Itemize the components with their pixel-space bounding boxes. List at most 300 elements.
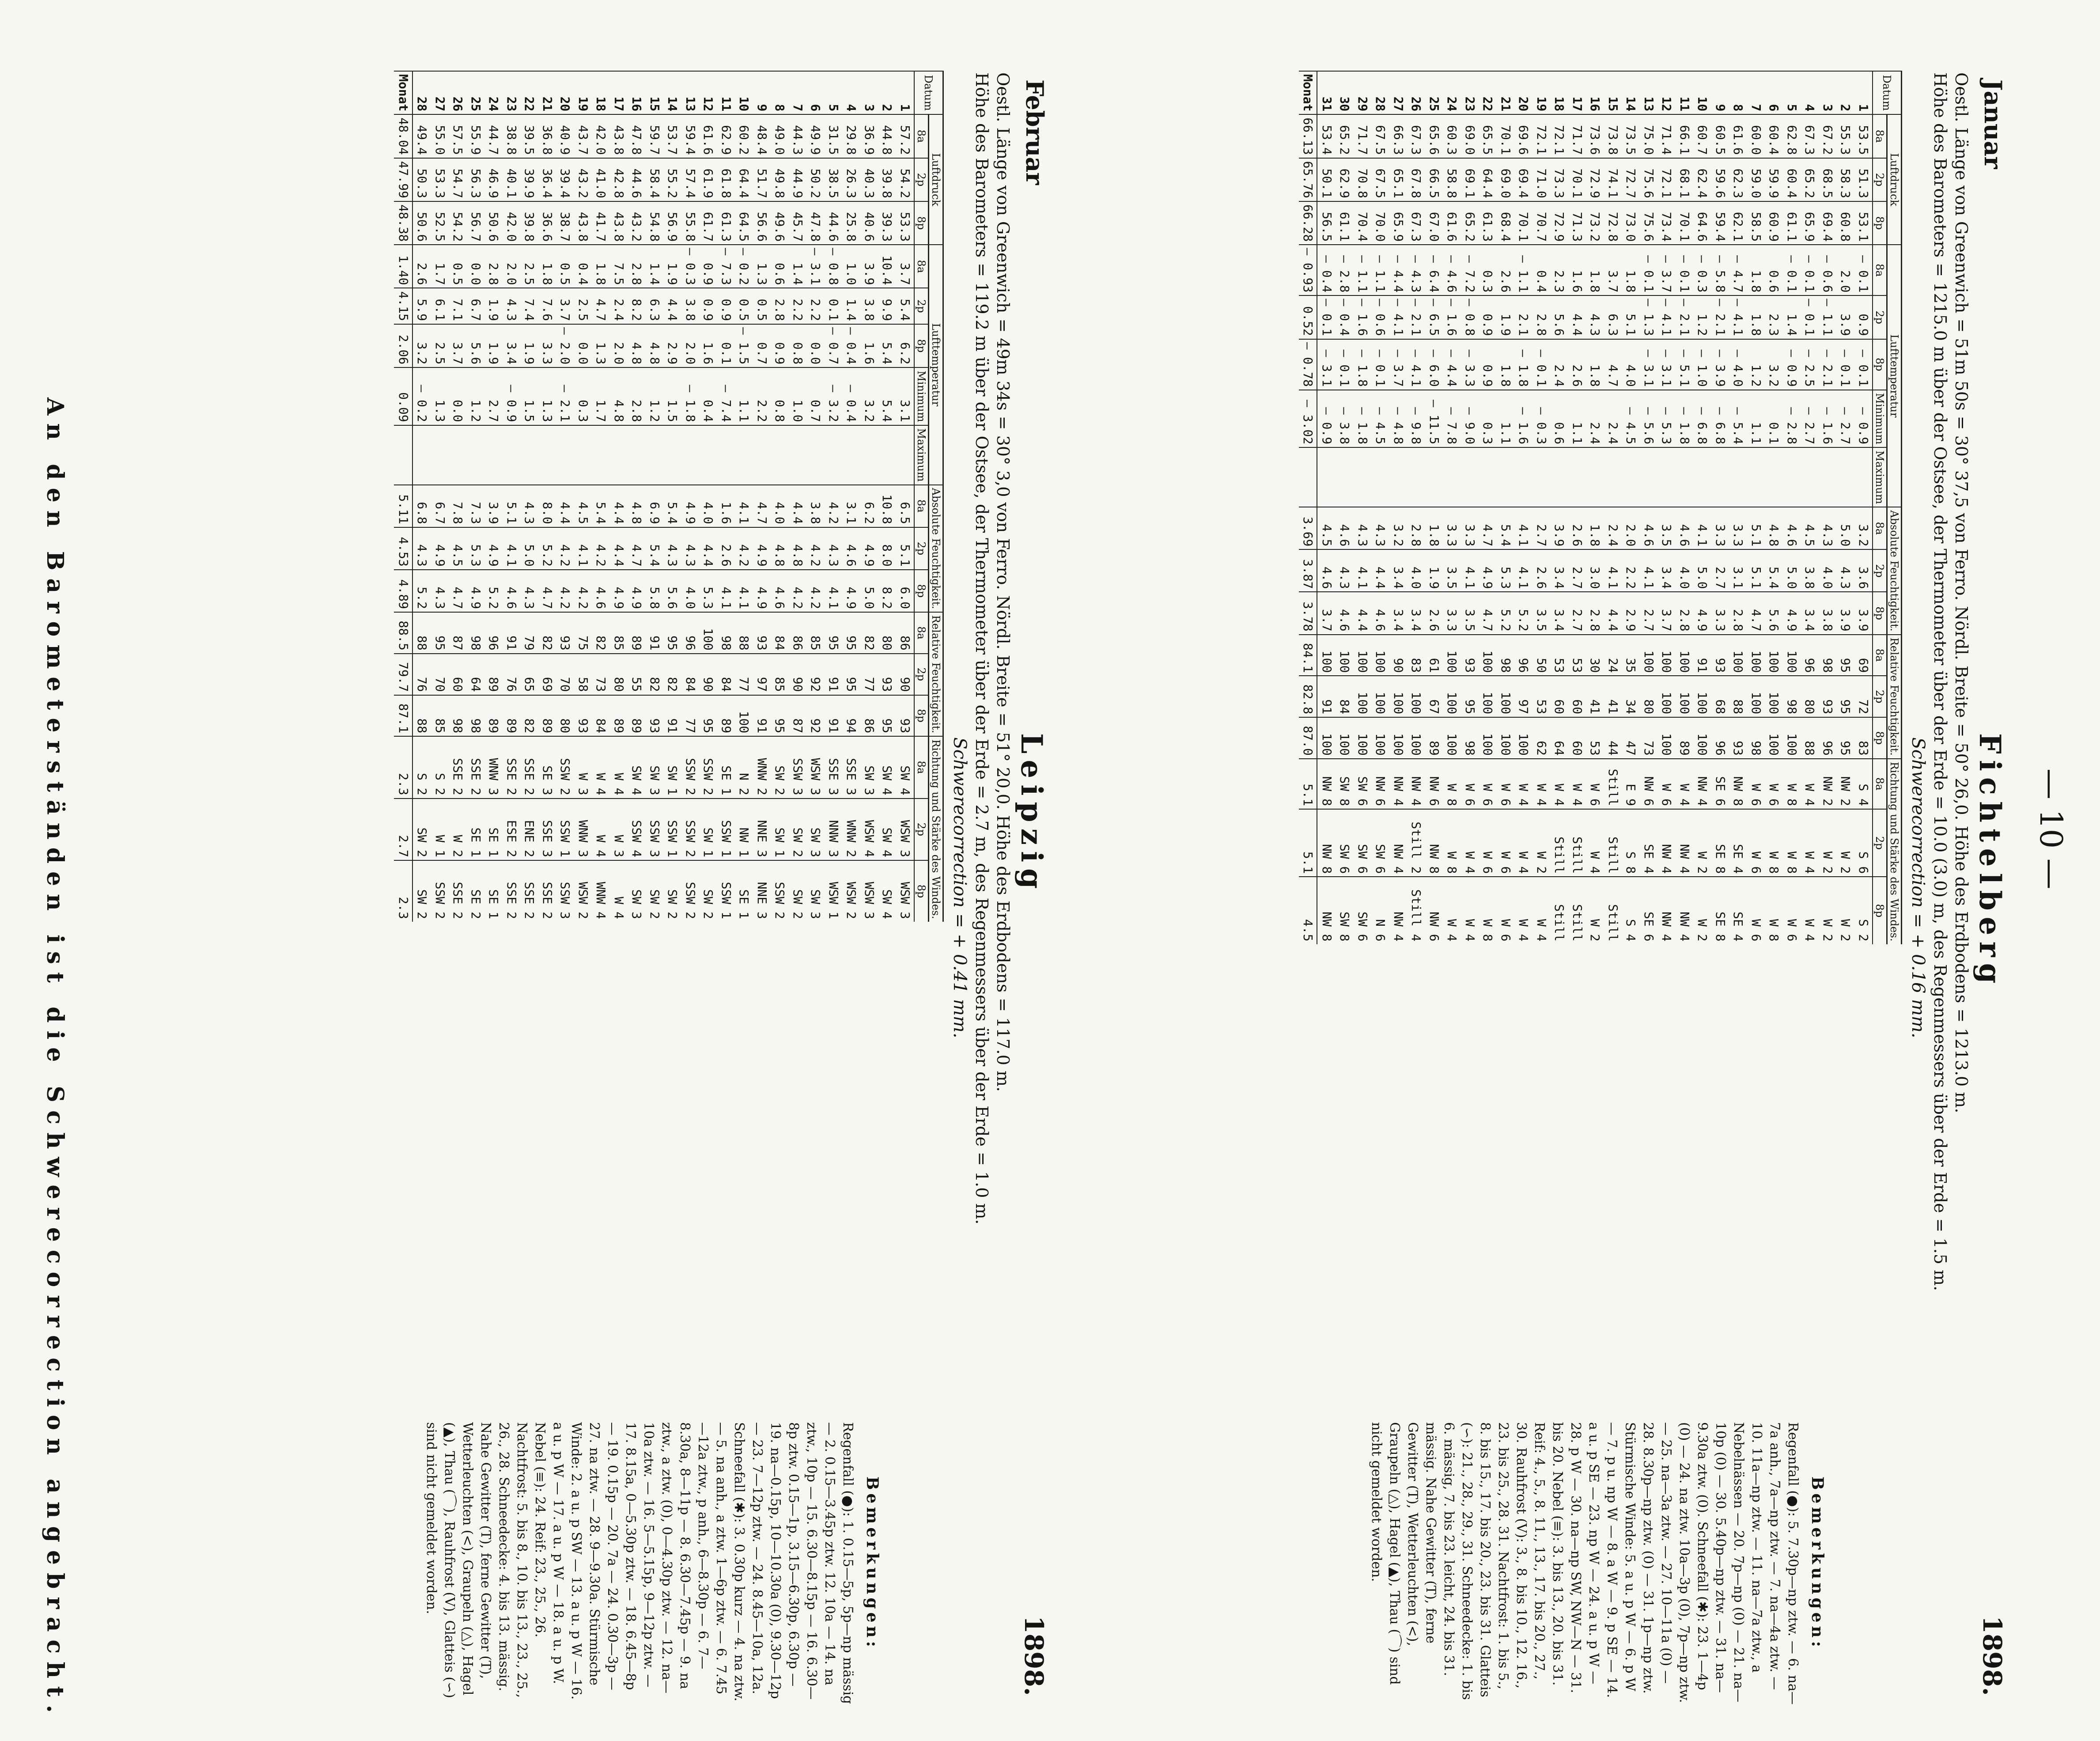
table-cell: WSW 4 (860, 799, 878, 860)
table-cell: 1.2 (646, 367, 664, 425)
table-cell: 70.1 (1514, 201, 1532, 245)
table-cell: 86 (860, 695, 878, 737)
table-cell: 0.7 (753, 324, 771, 367)
table-cell: 4.0 (1676, 549, 1694, 592)
table-cell: 59.7 (646, 114, 664, 158)
table-cell: S 2 (412, 736, 431, 798)
table-cell: 5.0 (1693, 549, 1711, 592)
table-cell: 100 (699, 612, 717, 654)
table-cell: 49.4 (412, 114, 431, 158)
table-cell: 3.2 (1389, 507, 1408, 549)
table-cell: 75.0 (1640, 114, 1658, 158)
table-cell: 1.0 (842, 245, 860, 288)
table-cell: 22 (1479, 71, 1497, 114)
table-cell: 4.0 (1622, 339, 1640, 390)
table-cell: 64.6 (1693, 201, 1711, 245)
table-cell: 48.04 (394, 114, 413, 158)
table-cell (574, 425, 592, 485)
table-cell (1497, 447, 1515, 507)
table-cell: 2.7 (1568, 592, 1586, 634)
table-cell: 0.0 (449, 367, 467, 425)
table-row (412, 71, 431, 922)
table-cell (1819, 447, 1837, 507)
table-cell: Still (1550, 809, 1568, 877)
table-cell: 100 (1317, 635, 1336, 676)
table-cell: 1.8 (1747, 295, 1765, 339)
table-cell: S 4 (1854, 759, 1873, 809)
table-cell: 91 (663, 695, 681, 737)
table-cell: 65.5 (1479, 114, 1497, 158)
table-cell: 57.4 (681, 158, 700, 201)
table-cell: 66.1 (1676, 114, 1694, 158)
table-cell: 96 (1514, 635, 1532, 676)
table-cell: — 3.7 (1657, 245, 1676, 295)
table-cell: SSE 2 (467, 736, 485, 798)
table-cell: 85 (431, 695, 449, 737)
table-cell: 55.3 (1836, 114, 1854, 158)
table-cell: — 0.4 (1336, 295, 1354, 339)
table-cell: — 7.4 (717, 367, 735, 425)
table-row (1711, 71, 1729, 944)
table-cell: 11 (1676, 71, 1694, 114)
table-cell: 83 (1407, 635, 1425, 676)
table-cell: 5.4 (1765, 549, 1783, 592)
table-cell: 100 (1783, 717, 1801, 759)
table-cell: 2.7 (1711, 549, 1729, 592)
table-cell: 6.2 (860, 485, 878, 527)
table-cell: SW 4 (628, 736, 646, 798)
table-cell: 1.7 (592, 367, 610, 425)
table-cell: — 3.9 (1711, 339, 1729, 390)
header-row (1873, 71, 1887, 944)
table-cell: — 6.4 (1425, 245, 1443, 295)
table-cell: 2.0 (610, 324, 628, 367)
table-cell: 1.9 (1497, 295, 1515, 339)
table-cell: — 0.1 (1836, 339, 1854, 390)
table-cell: 61.6 (699, 114, 717, 158)
table-row (860, 71, 878, 922)
table-cell: 64.4 (735, 158, 753, 201)
table-cell: SSW 1 (717, 860, 735, 922)
column-header: 8p (1873, 592, 1887, 634)
table-cell: 69.0 (1497, 158, 1515, 201)
table-cell: W 4 (1461, 877, 1479, 944)
table-cell (1693, 447, 1711, 507)
table-cell: 7 (1747, 71, 1765, 114)
table-cell: 57.5 (449, 114, 467, 158)
table-cell (1336, 447, 1354, 507)
station-meta-1: Oestl. Länge von Greenwich = 49m 34s = 30° 3,0 von Ferro. Nördl. Breite = 51° 20,0. Höhe des Erdbodens = 117.0 m. (993, 72, 1013, 1092)
table-cell: Monat (1299, 71, 1317, 114)
table-cell: 3.1 (842, 485, 860, 527)
table-cell: 59.4 (1711, 201, 1729, 245)
table-cell: 5.4 (663, 485, 681, 527)
table-cell: 4.0 (1407, 549, 1425, 592)
table-cell: 100 (1657, 676, 1676, 717)
table-cell: 4.2 (806, 527, 825, 570)
table-cell: 90 (789, 654, 807, 695)
table-cell: 4.3 (1336, 549, 1354, 592)
table-cell: 65.9 (1801, 201, 1819, 245)
table-cell: 31 (1317, 71, 1336, 114)
table-cell: 5.6 (1765, 592, 1783, 634)
table-cell: 5.1 (1299, 809, 1317, 877)
table-cell: 3.5 (1461, 592, 1479, 634)
table-cell: 4.2 (735, 527, 753, 570)
table-cell: 44.6 (825, 201, 843, 245)
table-cell: 3.7 (1317, 592, 1336, 634)
table-cell: 4.9 (860, 527, 878, 570)
table-cell (1479, 447, 1497, 507)
table-cell: NW 4 (1676, 877, 1694, 944)
table-cell: E 9 (1622, 759, 1640, 809)
column-header: 2p (1873, 295, 1887, 339)
table-cell: 71.7 (1354, 114, 1372, 158)
table-cell: 71.7 (1568, 114, 1586, 158)
table-cell: 5.1 (503, 485, 521, 527)
table-cell: 18 (592, 71, 610, 114)
table-cell: NW 4 (1389, 877, 1408, 944)
table-cell (1407, 447, 1425, 507)
table-cell (1801, 447, 1819, 507)
table-cell: 95 (699, 695, 717, 737)
table-cell (1783, 447, 1801, 507)
table-cell: 1.6 (1568, 245, 1586, 295)
table-cell: — 1.1 (1371, 245, 1389, 295)
table-cell: SSE 2 (449, 860, 467, 922)
column-header: Lufttemperatur (929, 245, 943, 484)
table-cell: 4.9 (1783, 592, 1801, 634)
table-cell: 82 (592, 612, 610, 654)
table-cell (1640, 447, 1658, 507)
column-header: 8p (1873, 877, 1887, 944)
table-cell: 5.4 (878, 324, 896, 367)
table-cell: 58.5 (1747, 201, 1765, 245)
table-cell: 5.9 (412, 288, 431, 324)
table-cell: 6.7 (431, 485, 449, 527)
table-cell: 9.9 (878, 288, 896, 324)
table-cell: 3.2 (1854, 507, 1873, 549)
table-cell: 1.6 (717, 485, 735, 527)
table-cell: — 3.1 (1317, 339, 1336, 390)
table-cell: 2.3 (394, 736, 413, 798)
table-cell: 55.9 (467, 114, 485, 158)
table-cell: 100 (1354, 676, 1372, 717)
table-cell (735, 425, 753, 485)
table-cell: — 1.1 (1819, 295, 1837, 339)
table-cell: 0.1 (825, 288, 843, 324)
table-cell: SE 3 (538, 736, 556, 798)
table-cell: 6.7 (467, 288, 485, 324)
table-cell: 87.1 (394, 695, 413, 737)
table-cell: 0.1 (1765, 390, 1783, 447)
table-cell: 4.6 (1640, 507, 1658, 549)
table-cell: 4.6 (592, 570, 610, 612)
table-cell: 56.5 (1317, 201, 1336, 245)
table-cell: NNE 3 (753, 860, 771, 922)
table-cell: 24 (1443, 71, 1461, 114)
table-cell: SW 4 (878, 736, 896, 798)
table-cell: 43.8 (574, 201, 592, 245)
table-cell: 0.5 (753, 288, 771, 324)
table-cell: NW 8 (1317, 877, 1336, 944)
table-cell: W 4 (1801, 809, 1819, 877)
table-cell: 62.1 (1729, 201, 1747, 245)
table-cell (431, 425, 449, 485)
table-cell: 89 (503, 695, 521, 737)
table-cell: 65.9 (1389, 201, 1408, 245)
table-cell: W 2 (1836, 809, 1854, 877)
table-row (574, 71, 592, 922)
table-cell: 17 (610, 71, 628, 114)
table-cell: 4.7 (753, 485, 771, 527)
table-cell: — 2.1 (1819, 339, 1837, 390)
table-row (1389, 71, 1408, 944)
table-cell: 3.8 (860, 288, 878, 324)
table-cell: 72.1 (1550, 114, 1568, 158)
table-cell: 4.5 (1299, 877, 1317, 944)
table-cell: 59.4 (681, 114, 700, 158)
table-cell: — 4.5 (1622, 390, 1640, 447)
table-cell: — 3.2 (825, 367, 843, 425)
column-header: 8a (914, 485, 929, 527)
table-cell: 4.1 (1514, 549, 1532, 592)
table-cell: 4.3 (681, 527, 700, 570)
table-cell: 26 (449, 71, 467, 114)
table-cell: W 2 (1532, 809, 1551, 877)
table-cell: 3.5 (1443, 549, 1461, 592)
table-cell: — 0.4 (842, 367, 860, 425)
table-cell: Still (1568, 809, 1586, 877)
table-row (896, 71, 915, 922)
table-cell: 7.5 (610, 245, 628, 288)
table-cell: 36.4 (538, 158, 556, 201)
table-cell: 92 (806, 654, 825, 695)
table-cell (1389, 447, 1408, 507)
table-cell: 69.4 (1819, 201, 1837, 245)
table-cell: — 1.6 (1354, 295, 1372, 339)
table-cell: 4.2 (556, 570, 574, 612)
table-cell: 4.6 (771, 570, 789, 612)
table-cell: SW 2 (789, 799, 807, 860)
table-cell: SSE 3 (538, 799, 556, 860)
table-cell: Still (1604, 877, 1622, 944)
table-row (646, 71, 664, 922)
table-cell: SW 2 (646, 860, 664, 922)
table-cell: 6.2 (896, 324, 915, 367)
column-header: 8p (914, 201, 929, 245)
table-cell: 49.8 (771, 158, 789, 201)
table-row (1747, 71, 1765, 944)
table-cell: 70.1 (1676, 201, 1694, 245)
table-cell: 5.1 (1622, 295, 1640, 339)
column-header: 8a (1873, 635, 1887, 676)
table-cell: — 0.1 (1336, 339, 1354, 390)
table-cell: 58.3 (1836, 158, 1854, 201)
table-cell: SSW 4 (628, 799, 646, 860)
table-cell: 3.4 (1801, 592, 1819, 634)
table-cell: W 4 (610, 860, 628, 922)
table-cell: 3.87 (1299, 549, 1317, 592)
table-row (1819, 71, 1837, 944)
column-header: Absolute Feuchtigkeit. (929, 485, 943, 612)
table-cell: 8 (771, 71, 789, 114)
table-cell (717, 425, 735, 485)
table-cell: 55.2 (663, 158, 681, 201)
table-cell (412, 425, 431, 485)
table-cell: W 4 (610, 736, 628, 798)
table-cell: W 6 (1747, 759, 1765, 809)
table-cell: 3.4 (1550, 592, 1568, 634)
table-cell: 58.4 (646, 158, 664, 201)
table-cell: 98 (467, 695, 485, 737)
table-cell: 59.6 (1711, 158, 1729, 201)
table-row (717, 71, 735, 922)
table-cell: W 6 (1783, 877, 1801, 944)
table-cell (1622, 447, 1640, 507)
table-cell: SE 1 (735, 860, 753, 922)
table-cell: 6.8 (412, 485, 431, 527)
table-cell: 93 (556, 612, 574, 654)
table-cell: 40.3 (860, 158, 878, 201)
table-cell: 4.1 (735, 485, 753, 527)
table-cell: — 0.3 (1693, 245, 1711, 295)
table-cell: W 4 (1532, 759, 1551, 809)
table-cell: 3.7 (896, 245, 915, 288)
table-cell: — 0.9 (1854, 390, 1873, 447)
table-cell: 0.4 (574, 245, 592, 288)
table-cell: W 4 (592, 799, 610, 860)
table-cell: 18 (1550, 71, 1568, 114)
table-cell: ENE 2 (520, 799, 538, 860)
table-cell: 43.2 (574, 158, 592, 201)
table-cell: 90 (896, 654, 915, 695)
table-cell: 80 (556, 695, 574, 737)
table-cell: 27 (431, 71, 449, 114)
table-cell: SW 2 (789, 860, 807, 922)
table-cell: 62 (1532, 717, 1551, 759)
table-cell: 89 (538, 695, 556, 737)
table-cell: 4.0 (681, 570, 700, 612)
table-cell: 1.8 (1586, 245, 1604, 295)
table-cell: 42.8 (610, 158, 628, 201)
table-cell: 53.3 (896, 201, 915, 245)
table-cell: W 3 (610, 799, 628, 860)
table-cell: 4.1 (1604, 549, 1622, 592)
column-header: Maximum (914, 425, 929, 485)
table-cell: SW 2 (412, 860, 431, 922)
table-row (699, 71, 717, 922)
table-cell: 2.8 (771, 288, 789, 324)
table-cell: 39.4 (556, 158, 574, 201)
table-cell: 100 (1407, 676, 1425, 717)
table-cell: W 6 (1461, 759, 1479, 809)
table-cell: 42.0 (503, 201, 521, 245)
table-cell (771, 425, 789, 485)
table-cell: 2.0 (681, 324, 700, 367)
table-cell: W 8 (1479, 877, 1497, 944)
table-cell: 53.3 (431, 158, 449, 201)
table-cell: SW 6 (1336, 809, 1354, 877)
table-cell: 47.99 (394, 158, 413, 201)
table-cell: 1.0 (789, 367, 807, 425)
table-cell: NW 8 (1317, 759, 1336, 809)
table-cell: 43.7 (574, 114, 592, 158)
table-row (825, 71, 843, 922)
table-cell: — 2.8 (1336, 245, 1354, 295)
table-cell: 4 (842, 71, 860, 114)
table-cell: 100 (1479, 676, 1497, 717)
table-cell: 54.8 (646, 201, 664, 245)
column-header: Minimum (914, 367, 929, 425)
table-cell: SW 6 (1354, 759, 1372, 809)
table-cell: 93 (878, 654, 896, 695)
table-cell: 57.2 (896, 114, 915, 158)
table-cell: NW 4 (1657, 809, 1676, 877)
table-cell: 5.2 (484, 570, 503, 612)
table-cell: 74.1 (1604, 158, 1622, 201)
table-row (1586, 71, 1604, 944)
table-cell: SE 6 (1640, 877, 1658, 944)
table-cell: W 4 (592, 736, 610, 798)
table-cell: 64.4 (1479, 158, 1497, 201)
table-cell: 8.2 (628, 288, 646, 324)
table-cell: — 5.3 (1657, 390, 1676, 447)
table-cell: NNE 3 (753, 799, 771, 860)
table-cell: 1.4 (789, 245, 807, 288)
table-cell: — 0.1 (1783, 245, 1801, 295)
table-cell: 11 (717, 71, 735, 114)
table-cell: 0.5 (449, 245, 467, 288)
table-cell: — 3.3 (1461, 339, 1479, 390)
table-cell: 7.1 (449, 288, 467, 324)
table-cell: 91 (1693, 635, 1711, 676)
table-cell: W 2 (1819, 877, 1837, 944)
table-cell: 8 (1729, 71, 1747, 114)
table-cell: 61.1 (1783, 201, 1801, 245)
table-cell: 36.8 (538, 114, 556, 158)
table-cell: 1.3 (753, 245, 771, 288)
table-cell: 69 (1854, 635, 1873, 676)
table-cell: 4.2 (825, 485, 843, 527)
table-cell: 2.2 (789, 288, 807, 324)
table-cell: 96 (484, 612, 503, 654)
table-cell: 4.9 (1479, 549, 1497, 592)
table-row (503, 71, 521, 922)
table-cell: — 4.1 (1407, 339, 1425, 390)
table-cell: W 4 (1801, 877, 1819, 944)
table-cell: 4.4 (1354, 592, 1372, 634)
table-cell: SW 1 (663, 736, 681, 798)
table-cell: SE 1 (484, 799, 503, 860)
table-cell: 52.5 (431, 201, 449, 245)
table-cell: 3.3 (1711, 507, 1729, 549)
table-cell: 89 (628, 612, 646, 654)
table-row (484, 71, 503, 922)
table-cell: 49.9 (806, 114, 825, 158)
table-cell (646, 425, 664, 485)
table-cell: 61.6 (1443, 201, 1461, 245)
table-cell: 2.3 (1765, 295, 1783, 339)
table-cell: 88 (412, 695, 431, 737)
table-cell: — 0.1 (1371, 339, 1389, 390)
table-cell: 75.6 (1640, 201, 1658, 245)
table-cell: 67.5 (1371, 114, 1389, 158)
column-header: Lufttemperatur (1887, 245, 1902, 507)
table-cell: 6 (1765, 71, 1783, 114)
table-cell: WNW 3 (574, 799, 592, 860)
table-row (1568, 71, 1586, 944)
